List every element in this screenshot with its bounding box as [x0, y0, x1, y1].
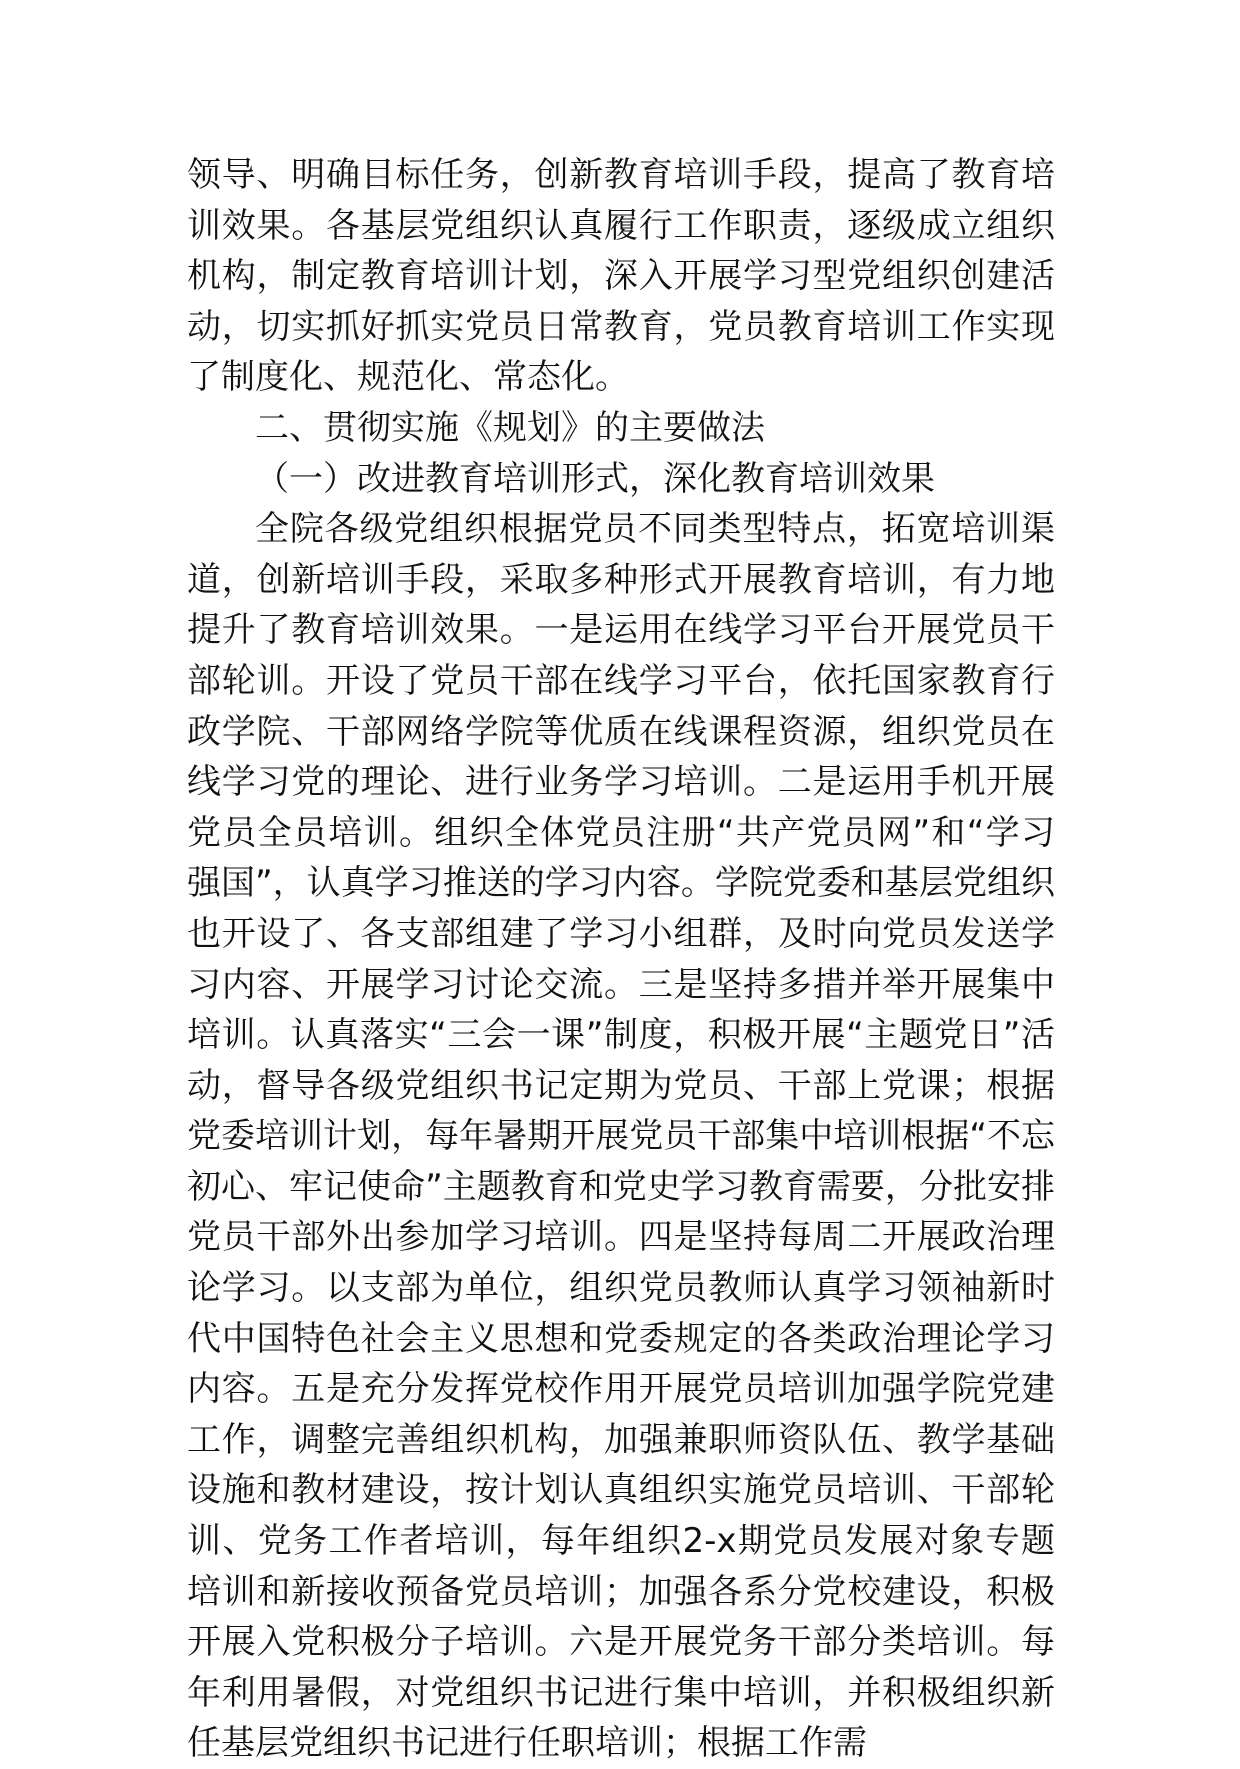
section-heading: 二、贯彻实施《规划》的主要做法: [255, 407, 765, 448]
body-paragraph-continued: 领导、明确目标任务，创新教育培训手段，提高了教育培训效果。各基层党组织认真履行工作职责，逐级成立组织机构，制定教育培训计划，深入开展学习型党组织创建活动，切实抓好抓实党员日常教育，党员教育培训工作实现了制度化、规范化、常态化。: [187, 155, 1055, 398]
body-paragraph: 全院各级党组织根据党员不同类型特点，拓宽培训渠道，创新培训手段，采取多种形式开展教育培训，有力地提升了教育培训效果。一是运用在线学习平台开展党员干部轮训。开设了党员干部在线学习平台，依托国家教育行政学院、干部网络学院等优质在线课程资源，组织党员在线学习党的理论、进行业务学习培训。二是运用手机开展党员全员培训。组织全体党员注册“共产党员网”和“学习强国”，认真学习推送的学习内容。学院党委和基层党组织也开设了、各支部组建了学习小组群，及时向党员发送学习内容、开展学习讨论交流。三是坚持多措并举开展集中培训。认真落实“三会一课”制度，积极开展“主题党日”活动，督导各级党组织书记定期为党员、干部上党课；根据党委培训计划，每年暑期开展党员干部集中培训根据“不忘初心、牢记使命”主题教育和党史学习教育需要，分批安排党员干部外出参加学习培训。四是坚持每周二开展政治理论学习。以支部为单位，组织党员教师认真学习领袖新时代中国特色社会主义思想和党委规定的各类政治理论学习内容。五是充分发挥党校作用开展党员培训加强学院党建工作，调整完善组织机构，加强兼职师资队伍、教学基础设施和教材建设，按计划认真组织实施党员培训、干部轮训、党务工作者培训，每年组织2-x期党员发展对象专题培训和新接收预备党员培训；加强各系分党校建设，积极开展入党积极分子培训。六是开展党务干部分类培训。每年利用暑假，对党组织书记进行集中培训，并积极组织新任基层党组织书记进行任职培训；根据工作需: [187, 509, 1055, 1764]
subsection-heading: （一）改进教育培训形式，深化教育培训效果: [255, 458, 935, 499]
document-page: [187, 150, 1055, 1769]
